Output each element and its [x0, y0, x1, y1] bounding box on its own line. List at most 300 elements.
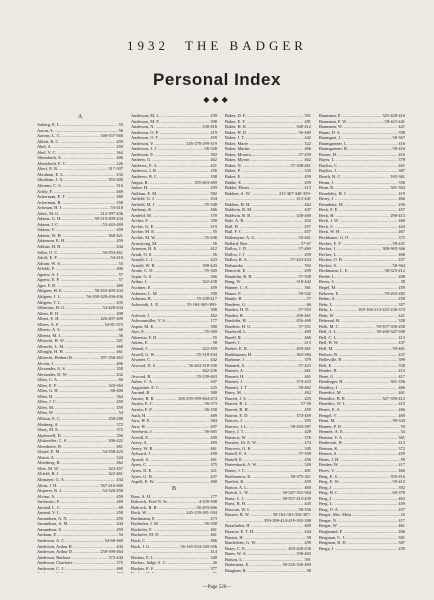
entry-pages: 466 — [398, 406, 405, 412]
entry-pages: 59 — [400, 423, 405, 429]
dot-leader — [335, 546, 397, 552]
entry-name: Abel, A. — [37, 144, 52, 150]
entry-pages: 56-373 — [204, 401, 217, 407]
entry-name: Anfield, G. J. — [131, 196, 155, 202]
entry-pages: 58-375-411 — [290, 473, 311, 479]
entry-pages: 245-278-299-319 — [186, 140, 217, 146]
entry-pages: 413-441 — [296, 196, 311, 202]
entry-name — [37, 571, 65, 573]
entry-pages: 56 — [212, 240, 217, 246]
entry-name: Auth, H. — [131, 412, 147, 418]
entry-pages: 382 — [210, 190, 217, 196]
entry-pages: 412 — [398, 368, 405, 374]
entry-name: Beary, J. — [319, 196, 335, 202]
entry-name: Albrecht, L. M. — [37, 343, 65, 349]
entry-pages: 380 — [210, 390, 217, 396]
entry-pages: 461 — [210, 456, 217, 462]
entry-name: Bell, C. L. — [319, 334, 338, 340]
entry-pages: 461 — [398, 390, 405, 396]
entry-pages: 399 — [398, 357, 405, 363]
entry-pages: 408 — [398, 273, 405, 279]
entry-pages: 445 — [304, 501, 311, 507]
entry-name: Anderson, Arthur D. — [37, 549, 74, 555]
entry-pages: 372 — [116, 421, 123, 427]
entry-name: Adams, W. H. — [37, 232, 62, 238]
entry-name: Bakken, H. H. — [225, 201, 251, 207]
entry-name: Ackerman, R. — [37, 199, 62, 205]
entry-name: Ayres, D. E. — [131, 468, 153, 473]
entry-name: Ahlgren, H. E. — [37, 288, 63, 294]
entry-pages: 165-166-214-225-236-374 — [358, 307, 405, 313]
entry-name: Beck, J. W. — [319, 218, 339, 224]
entry-name: Barnett, J. — [225, 379, 243, 385]
entry-name: Ballou, R. A. — [225, 257, 249, 263]
entry-name: Bakke, E. — [225, 179, 243, 185]
entry-name: Baumann, F. W. — [319, 118, 348, 124]
entry-name: Ahlgren, J. L. — [37, 293, 62, 299]
entry-name: Abraham, E. L. — [37, 171, 65, 177]
entry-name: Aaberg, E. L. — [37, 122, 61, 127]
entry-pages: 58 — [306, 567, 311, 573]
entry-pages: 421 — [398, 124, 405, 130]
entry-name: Batson, L. — [225, 556, 244, 562]
entry-name: Bachofer, F. — [131, 526, 153, 532]
entry-pages: 459 — [304, 179, 311, 185]
entry-name: Backus, Judge A. C. — [131, 560, 167, 566]
entry-name: Barden, R. — [225, 312, 244, 318]
entry-pages: 55 — [212, 229, 217, 235]
entry-name: Altfeld, R. J. — [37, 471, 60, 477]
entry-name: Archie, G. E. — [131, 223, 155, 229]
entry-name: Ager, F. B. — [37, 282, 57, 288]
entry-pages: 58-263-405-434 — [94, 288, 123, 294]
entry-pages: 56 — [118, 332, 123, 338]
entry-name: Bean, R. — [319, 185, 335, 191]
entry-name: Ashworth, L. E. — [131, 301, 160, 307]
entry-name: Anderson, Charlotte — [37, 560, 73, 566]
entry-pages: 347-359-412 — [382, 395, 405, 401]
entry-name: Banner, C. A. — [225, 284, 249, 290]
entry-pages: 301-356 — [390, 379, 405, 385]
index-column-4 — [319, 113, 405, 573]
entry-name: Berg, J. — [319, 484, 333, 490]
entry-name: Bartenbach, A. W. — [225, 462, 258, 468]
entry-name: Ahlgren, T. L. — [37, 299, 62, 305]
entry-pages: 459 — [210, 185, 217, 191]
entry-name: Bergman, R. D. — [319, 540, 347, 546]
entry-name: Becker, I. — [319, 246, 337, 252]
entry-name: Baxter, H. — [319, 151, 337, 157]
entry-name: Barnett, H. — [225, 373, 245, 379]
entry-pages: 58 — [400, 279, 405, 285]
entry-name: Beck, W. H. — [319, 229, 341, 235]
entry-name: Anderson, J. J. — [131, 146, 157, 152]
entry-name: Beckhauer, G. O. — [319, 235, 350, 241]
entry-pages: 460 — [304, 484, 311, 490]
entry-name: Benedict, M. — [319, 390, 342, 396]
entry-pages: 435 — [116, 299, 123, 305]
entry-pages: 57-58 — [300, 401, 311, 407]
entry-pages: 372 — [398, 445, 405, 451]
entry-pages: 356 — [398, 179, 405, 185]
entry-name: Barter, J. C. — [225, 468, 246, 473]
entry-pages: 177 — [210, 318, 217, 324]
entry-name: Babcock, R. B. — [131, 504, 158, 510]
entry-pages: 462 — [210, 157, 217, 163]
entry-name: Behrens, E. — [319, 290, 340, 296]
entry-pages: 415 — [398, 401, 405, 407]
entry-pages: 442 — [304, 135, 311, 141]
entry-pages: 412 — [210, 246, 217, 252]
entry-name: Benbrook, H. — [319, 440, 343, 446]
entry-name: Berg, E. S. — [319, 473, 339, 479]
entry-name: Barkhausen, H. — [225, 351, 253, 357]
entry-name: Beam, J. — [319, 179, 335, 185]
entry-name: Albright, H. H. — [37, 349, 64, 355]
entry-pages: 57-67 — [300, 240, 311, 246]
entry-pages: 434 — [210, 196, 217, 202]
entry-name: Baum, D. A. — [319, 129, 342, 135]
entry-pages: 258-399-464 — [100, 549, 123, 555]
entry-pages: 458 — [116, 510, 123, 516]
entry-pages: 60-378 — [392, 490, 405, 496]
entry-name: Beck, S. — [319, 223, 334, 229]
entry-name: Allen, J. C. — [37, 399, 57, 405]
entry-name: Anfield, M. J. — [131, 201, 156, 207]
entry-pages: 226 — [116, 160, 123, 166]
entry-pages: 457 — [398, 207, 405, 213]
index-column-3 — [225, 113, 311, 573]
entry-name: Agnew, E. P. — [37, 277, 60, 283]
entry-pages: 469 — [304, 523, 311, 529]
entry-pages: 372 — [398, 235, 405, 241]
entry-pages: 358 — [398, 318, 405, 324]
entry-name: Belsow, R. — [319, 351, 339, 357]
entry-name: Anklam, E. M. — [131, 190, 158, 196]
entry-pages: 55-238-417 — [196, 296, 217, 302]
entry-name: Auber, C. A. — [131, 379, 154, 385]
entry-pages: 343-363 — [108, 382, 123, 388]
entry-pages: 54-410 — [110, 255, 123, 261]
entry-name: Bents, J. H. — [319, 456, 340, 462]
entry-name: Andrew, G. — [131, 157, 152, 163]
entry-name: Bell, M. — [319, 345, 334, 351]
entry-pages: 335 — [304, 168, 311, 174]
entry-pages: 58-356 — [298, 506, 311, 512]
entry-name: Arndt, O. S. — [131, 251, 153, 257]
entry-pages: 55-365 — [204, 268, 217, 274]
entry-pages: 468 — [116, 343, 123, 349]
entry-pages: 469 — [116, 188, 123, 194]
entry-name: Aschner, E. — [131, 284, 152, 290]
entry-pages: 54-320-450 — [102, 488, 123, 494]
entry-name: Ashman, R. — [131, 296, 152, 302]
entry-pages: 372-444 — [108, 554, 123, 560]
entry-pages: 401 — [304, 468, 311, 473]
entry-pages: 325-428-416 — [382, 113, 405, 118]
entry-name: Bardeen, H. G. — [225, 323, 252, 329]
entry-name: Benson, V. A. — [319, 434, 344, 440]
entry-name: Bergbrand, F. — [319, 529, 343, 535]
entry-pages: 413 — [398, 334, 405, 340]
entry-name: Aysard, A. — [131, 456, 150, 462]
entry-name: Bakken, A. W. — [225, 190, 251, 196]
entry-pages: 398-443 — [202, 262, 217, 268]
entry-pages: 437 — [210, 473, 217, 479]
entry-name: Benedict, W. L. — [319, 401, 347, 407]
entry-name: Alcorn, J. — [37, 360, 55, 366]
entry-name: Barrett, R. H. — [225, 406, 249, 412]
entry-name: Ballard, Ron — [225, 240, 248, 246]
entry-name: Aarons, L. C. — [37, 133, 61, 139]
entry-pages: 355-463-469 — [194, 179, 217, 185]
entry-name: Barsten, Dr. E. W. — [225, 440, 257, 446]
entry-name: Anderson, Arthur R. — [37, 543, 73, 549]
entry-name: Ayres, C. — [131, 462, 148, 468]
entry-name: Arnold, W. B. — [131, 262, 156, 268]
entry-pages: 57-469 — [298, 246, 311, 252]
entry-name: Bantle, R. — [225, 296, 243, 302]
entry-name: Adamson, E. H. — [37, 238, 66, 244]
entry-pages: 58-357-413-439 — [282, 495, 311, 501]
entry-pages: 357 — [398, 301, 405, 307]
entry-name: Altenberg, R. — [37, 460, 61, 466]
entry-name: Baas, A. H. — [131, 493, 152, 499]
entry-name: Abendroth, A. — [37, 155, 62, 161]
entry-name: Aurner, R. R. — [131, 395, 155, 401]
entry-pages: 258-288 — [108, 415, 123, 421]
entry-pages: 56-293-466 — [196, 504, 217, 510]
section-letter: B — [171, 485, 176, 492]
entry-name: Baldwin, R. M. — [225, 207, 253, 213]
entry-name: Beck, H. — [319, 212, 335, 218]
entry-pages: 349 — [210, 554, 217, 560]
entry-pages: 358-403 — [296, 551, 311, 557]
entry-pages: 368-421 — [108, 232, 123, 238]
entry-pages: 295 — [304, 418, 311, 424]
entry-pages: 358 — [210, 290, 217, 296]
entry-pages: 447 — [304, 207, 311, 213]
entry-name: Adams, V. — [37, 227, 56, 233]
entry-pages: 54-428-434 — [102, 305, 123, 311]
entry-name: Baker, H. K. — [225, 124, 248, 130]
entry-pages: 417 — [398, 462, 405, 468]
entry-pages: 459 — [116, 238, 123, 244]
entry-name: Anker, H. — [131, 185, 149, 191]
entry-name: Barnett, A. — [225, 368, 245, 374]
entry-pages: 461 — [304, 368, 311, 374]
entry-pages: 376 — [304, 434, 311, 440]
entry-pages: 306-422 — [108, 438, 123, 444]
entry-pages: 459 — [398, 545, 405, 551]
entry-pages: 380 — [210, 323, 217, 329]
entry-name: Bachmann, E. — [131, 515, 156, 521]
entry-name: Benner, P. D. — [319, 423, 343, 429]
entry-name: Baker, Martin — [225, 146, 250, 152]
entry-pages: 364 — [116, 393, 123, 399]
entry-name: Augustine, E. C. — [131, 384, 161, 390]
entry-pages: 374-423 — [296, 379, 311, 385]
entry-name: Auw, H. — [131, 423, 146, 429]
entry-pages: 424 — [398, 223, 405, 229]
entry-pages: 391 — [304, 113, 311, 118]
entry-name: Barnett, J. T. — [225, 384, 248, 390]
entry-pages: 58-347-352-364 — [282, 490, 311, 496]
entry-name: Altdoerffer, C. S. — [37, 438, 68, 444]
entry-name: Barker, E. R. — [225, 345, 248, 351]
entry-pages: 459 — [304, 174, 311, 180]
entry-name: Benton, S. — [319, 451, 338, 457]
entry-pages: 56-358 — [204, 521, 217, 527]
entry-pages: 57 — [118, 271, 123, 277]
entry-pages: 393-398-414-419-392-398 — [264, 517, 311, 523]
entry-pages: 457 — [398, 257, 405, 263]
entry-pages: 301 — [398, 534, 405, 540]
entry-pages: 421 — [398, 312, 405, 318]
entry-pages: 326 — [304, 462, 311, 468]
entry-name: Beach, H. C. — [319, 174, 342, 180]
entry-pages: 358 — [398, 129, 405, 135]
entry-pages: 59-461 — [392, 345, 405, 351]
entry-pages: 211-367-348-359- — [278, 190, 311, 196]
entry-pages: 423 — [210, 257, 217, 263]
entry-name: Anderson, P. — [131, 151, 154, 157]
entry-name: Achly, F. — [37, 188, 53, 194]
entry-name: Berdan, W. — [319, 462, 339, 468]
entry-name: Albrecht, H. W. — [37, 338, 65, 344]
entry-pages: 463 — [398, 495, 405, 501]
entry-name: Bene, G. — [319, 373, 335, 379]
entry-pages: 387 — [398, 168, 405, 174]
entry-pages: 379 — [304, 357, 311, 363]
entry-pages: 59-343 — [392, 418, 405, 424]
entry-pages: 56-365 — [204, 429, 217, 435]
entry-name: Bascom, W. L. — [225, 506, 251, 512]
entry-name: Atherton, F. D. — [131, 334, 158, 340]
entry-pages: 459 — [304, 540, 311, 546]
entry-pages: 438-469 — [296, 212, 311, 218]
entry-name: Bassow, E. T. H. — [225, 529, 255, 535]
entry-name: Ashman, L. M. — [131, 290, 158, 296]
entry-pages: 57-358 — [298, 273, 311, 279]
entry-pages: 406 — [116, 155, 123, 161]
entry-name: Berger, W. — [319, 523, 338, 529]
index-entry — [131, 479, 217, 485]
entry-pages: 459-461 — [296, 345, 311, 351]
entry-pages: 398 — [210, 307, 217, 313]
entry-pages: 177 — [210, 493, 217, 499]
entry-name: Barelt, L. — [225, 340, 242, 346]
entry-name: Bengel, V. — [319, 412, 338, 418]
entry-pages: 442-436 — [202, 368, 217, 374]
entry-name: Albertz, M. J. — [37, 332, 62, 338]
entry-pages: 466 — [398, 529, 405, 535]
entry-name: Backus, E. L. — [131, 554, 155, 560]
entry-name: Auw, H. E. — [131, 418, 151, 424]
entry-name: Barrow, J. L. — [225, 423, 248, 429]
entry-pages: 54 — [400, 429, 405, 435]
entry-pages: 422-459 — [202, 345, 217, 351]
entry-pages: 361 — [398, 434, 405, 440]
page-number: —Page 520— — [202, 585, 232, 590]
entry-name: Ackerman, E. T. — [37, 194, 66, 200]
entry-name: Bartell, E. — [225, 456, 243, 462]
entry-pages: 58-416 — [392, 146, 405, 152]
entry-name: Back, J. G. — [131, 543, 151, 549]
entry-pages: 308-365-366 — [382, 246, 405, 252]
entry-name: Benedict, B. R. — [319, 395, 346, 401]
entry-pages: 56 — [212, 251, 217, 257]
entry-pages: 406 — [116, 360, 123, 366]
entry-pages: 55 — [212, 334, 217, 340]
entry-pages: 57-459 — [298, 151, 311, 157]
entry-pages: 457 — [398, 506, 405, 512]
entry-pages: 391 — [304, 556, 311, 562]
entry-name: Baumgart, J. — [319, 135, 342, 141]
entry-pages: 397-358-463 — [100, 354, 123, 360]
entry-pages: 490 — [210, 479, 217, 485]
entry-name: Barrow, J. — [225, 418, 243, 424]
entry-name: Backus, E. F. — [131, 565, 155, 571]
entry-pages: 58-294-387 — [290, 423, 311, 429]
entry-name: Atwood, R. — [131, 373, 152, 379]
entry-pages: 358 — [398, 362, 405, 368]
entry-pages: 422-457 — [108, 465, 123, 471]
entry-name: Archie, M. E. — [131, 229, 156, 235]
entry-pages: 56-469 — [298, 129, 311, 135]
entry-pages: 469 — [116, 499, 123, 505]
index-entry — [37, 571, 123, 573]
entry-pages: 497 — [210, 423, 217, 429]
entry-pages: 56-358 — [204, 406, 217, 412]
entry-pages: 462 — [210, 312, 217, 318]
entry-pages: 459 — [304, 479, 311, 485]
entry-pages: 419 — [398, 190, 405, 196]
entry-name: Barrows, G. K. — [225, 445, 252, 451]
entry-pages: 245-239-281-394 — [186, 510, 217, 516]
entry-pages: 459 — [116, 526, 123, 532]
entry-pages: 4-339-398 — [198, 499, 217, 505]
entry-pages: 459 — [116, 138, 123, 144]
entry-name: Baker, N. — [225, 162, 242, 168]
entry-pages: 322-438 — [202, 279, 217, 285]
entry-name: Avery, A. — [131, 440, 148, 446]
entry-name: Atland, J. — [131, 345, 148, 351]
entry-pages: 461 — [398, 162, 405, 168]
entry-name: Atwood, D. S. — [131, 362, 157, 368]
entry-name: Aslesonmiller, V. S. — [131, 318, 166, 324]
entry-name: Behm, A. — [319, 296, 336, 302]
entry-pages: 53 — [118, 260, 123, 266]
entry-pages: 462 — [304, 157, 311, 163]
entry-pages: 444 — [116, 521, 123, 527]
entry-name: Ballou, J. J. — [225, 251, 246, 257]
entry-pages: 392 — [210, 151, 217, 157]
index-columns — [37, 113, 405, 573]
entry-name: Benson, K. — [319, 445, 339, 451]
entry-pages: 375 — [210, 462, 217, 468]
entry-name: Barlame, J. — [225, 357, 245, 363]
entry-pages: 459 — [116, 493, 123, 499]
entry-pages: 59 — [400, 456, 405, 462]
entry-pages: 53 — [118, 122, 123, 127]
entry-name: Amend, V. L. — [37, 510, 61, 516]
entry-name: Altenhofer, B. — [37, 443, 63, 449]
entry-pages: 457 — [304, 223, 311, 229]
entry-name: Alsey, M. E. — [37, 427, 60, 433]
entry-name: Barrett, J. S. — [225, 395, 247, 401]
entry-pages: 359-416 — [390, 473, 405, 479]
